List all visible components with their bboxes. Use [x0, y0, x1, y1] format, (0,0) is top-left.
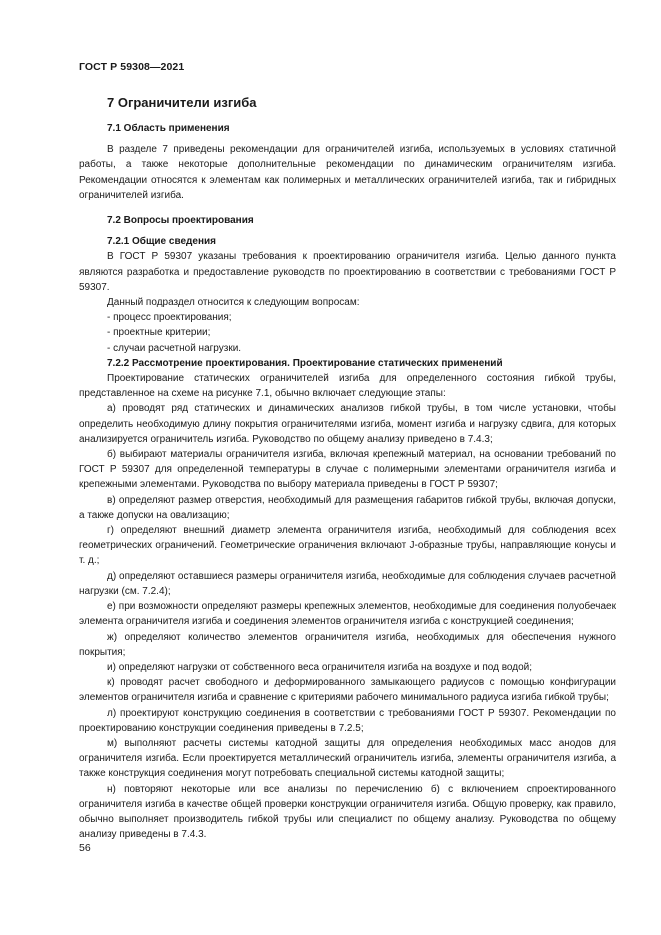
step-k: к) проводят расчет свободного и деформированного замыкающего радиусов с помощью конфигурации элементов ограничителя изгиба и сравнение с критериями рабочего минимального радиуса изгиба гибкой трубы;: [79, 677, 616, 704]
section-7-2-1-paragraph: В ГОСТ Р 59307 указаны требования к проектированию ограничителя изгиба. Целью данного пункта являются разработка и предоставление руководств по проектированию в соответствии с требованиями ГОСТ Р 59307.: [79, 251, 616, 293]
step-g: г) определяют внешний диаметр элемента ограничителя изгиба, необходимый для соблюдения всех геометрических ограничений. Геометрические ограничения включают J-образные трубы, направляющие конусы и т. д.;: [79, 525, 616, 567]
section-7-2-1-intro: Данный подраздел относится к следующим вопросам:: [107, 297, 360, 309]
list-item: - случаи расчетной нагрузки.: [107, 342, 242, 354]
step-n: н) повторяют некоторые или все анализы по перечислению б) с включением спроектированного ограничителя изгиба в качестве общей проверки конструкции ограничителя изгиба. Общую проверку, как правило, обычно выполняет производитель гибкой трубы или специалист по общему анализу. Руководства по общему анализу приведены в 7.4.3.: [79, 783, 616, 841]
section-7-2-2-intro: Проектирование статических ограничителей изгиба для определенного состояния гибкой трубы, представленное на схеме на рисунке 7.1, обычно включает следующие этапы:: [79, 373, 616, 400]
list-item: - проектные критерии;: [107, 327, 211, 339]
step-v: в) определяют размер отверстия, необходимый для размещения габаритов гибкой трубы, включая допуски, а также допуски на овализацию;: [79, 494, 616, 521]
section-7-1-paragraph: В разделе 7 приведены рекомендации для ограничителей изгиба, используемых в условиях статичной работы, а также некоторые дополнительные рекомендации по динамическим ограничителям изгиба. Рекомендации относятся к элементам как полимерных и металлических ограничителей изгиба, так и гибридных ограничителей изгиба.: [79, 144, 616, 201]
section-7-title: 7 Ограничители изгиба: [107, 95, 257, 110]
section-7-2-1-title: 7.2.1 Общие сведения: [107, 236, 216, 248]
step-zh: ж) определяют количество элементов ограничителя изгиба, необходимых для обеспечения нужного покрытия;: [79, 631, 616, 658]
step-m: м) выполняют расчеты системы катодной защиты для определения необходимых масс анодов для ограничителя изгиба. Если проектируется металлический ограничитель изгиба, элементы ограничителя изгиба, а также конструкция соединения могут потребовать специальной системы катодной защиты;: [79, 737, 616, 780]
section-7-2-title: 7.2 Вопросы проектирования: [107, 215, 254, 227]
step-e: е) при возможности определяют размеры крепежных элементов, необходимые для соединения полуобечаек элемента ограничителя изгиба и соединения элементов ограничителя изгиба с конструкцией соединения;: [79, 601, 616, 628]
step-d: д) определяют оставшиеся размеры ограничителя изгиба, необходимые для соблюдения случаев расчетной нагрузки (см. 7.2.4);: [79, 570, 616, 597]
step-l: л) проектируют конструкцию соединения в соответствии с требованиями ГОСТ Р 59307. Рекомендации по проектированию конструкции соединения приведены в 7.2.5;: [79, 707, 616, 734]
step-b: б) выбирают материалы ограничителя изгиба, включая крепежный материал, на основании требований по ГОСТ Р 59307 для определенной температуры в случае с полимерными элементами ограничителя изгиба и крепежными элементами. Руководства по выбору материала приведены в ГОСТ Р 59307;: [79, 449, 616, 491]
list-item: - процесс проектирования;: [107, 312, 232, 324]
document-code: ГОСТ Р 59308—2021: [79, 61, 185, 73]
section-7-1-title: 7.1 Область применения: [107, 123, 230, 134]
section-7-2-2-title: 7.2.2 Рассмотрение проектирования. Проектирование статических применений: [107, 357, 503, 369]
page-content: [79, 95, 616, 842]
step-i: и) определяют нагрузки от собственного веса ограничителя изгиба на воздухе и под водой;: [107, 661, 533, 673]
page-number: 56: [79, 842, 91, 854]
step-a: а) проводят ряд статических и динамических анализов гибкой трубы, в том числе установки, чтобы определить необходимую длину покрытия ограничителями изгиба, момент изгиба и нагрузку сдвига, для которых анализируется ограничитель изгиба. Руководство по общему анализу приведено в 7.4.3;: [79, 403, 616, 445]
